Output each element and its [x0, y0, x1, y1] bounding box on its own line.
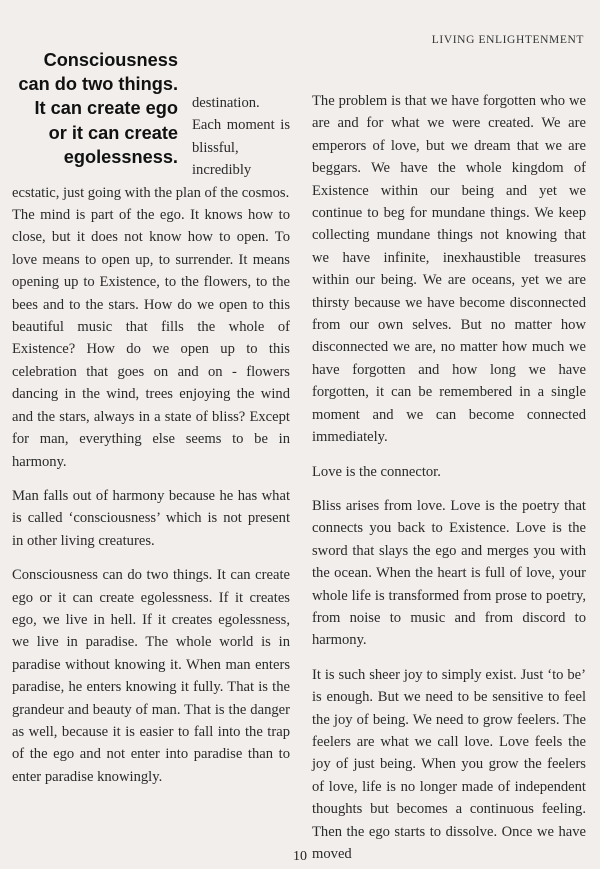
right-paragraph-4: It is such sheer joy to simply exist. Just ‘to be’ is enough. But we need to be sensitive to feel the joy of being. We need to grow feelers. The feelers are what we call love. Love feels the joy of just being. When you grow the feelers of love, life is no longer made of independent thoughts but becomes a continuous feeling. Then the ego starts to dissolve. Once we have moved	[312, 666, 586, 862]
right-paragraph-1: The problem is that we have forgotten who we are and for what we were created. We are emperors of love, but we dream that we are beggars. We have the whole kingdom of Existence within our being and yet we continue to beg for mundane things. We keep collecting mundane things not knowing that we have infinite, inexhaustible treasures within our being. We are oceans, yet we are thirsty because we have become disconnected from our own selves. But no matter how disconnected we are, no matter how much we have forgotten and how long we have forgotten, it can be remembered in a single moment and we can become connected immediately.	[312, 93, 586, 446]
running-head: LIVING ENLIGHTENMENT	[431, 34, 584, 46]
right-paragraph-3: Bliss arises from love. Love is the poetry that connects you back to Existence. Love is the sword that slays the ego and merges you with the ocean. When the heart is full of love, your whole life is transformed from prose to poetry, from noise to music and from discord to harmony.	[312, 497, 586, 649]
pull-quote: Consciousness can do two things. It can create ego or it can create egolessness.	[18, 50, 178, 167]
left-paragraph-1: destination. Each moment is blissful, incredibly ecstatic, just going with the plan of the cosmos.	[12, 95, 290, 201]
right-paragraph-2: Love is the connector.	[312, 463, 441, 480]
left-column	[12, 48, 290, 788]
page-number: 10	[293, 849, 307, 864]
left-paragraph-4: Consciousness can do two things. It can create ego or it can create egolessness. If it creates ego, we live in hell. If it creates egolessness, we live in paradise. The whole world is in paradise without knowing it. When man enters paradise, he enters knowing it fully. That is the grandeur and beauty of man. That is the danger as well, because it is easier to fall into the trap of the ego and not enter into paradise than to enter paradise knowingly.	[12, 567, 290, 785]
left-paragraph-2: The mind is part of the ego. It knows how to close, but it does not know how to open. To love means to open up, to surrender. It means opening up to Existence, to the flowers, to the bees and to the stars. How do we open to this beautiful music that fills the whole of Existence? How do we open up to this celebration that goes on and on - flowers dancing in the wind, trees enjoying the wind and the stars, always in a state of bliss? Except for man, everything else seems to be in harmony.	[12, 207, 290, 470]
left-paragraph-3: Man falls out of harmony because he has what is called ‘consciousness’ which is not present in other living creatures.	[12, 487, 290, 549]
right-column	[312, 90, 586, 865]
